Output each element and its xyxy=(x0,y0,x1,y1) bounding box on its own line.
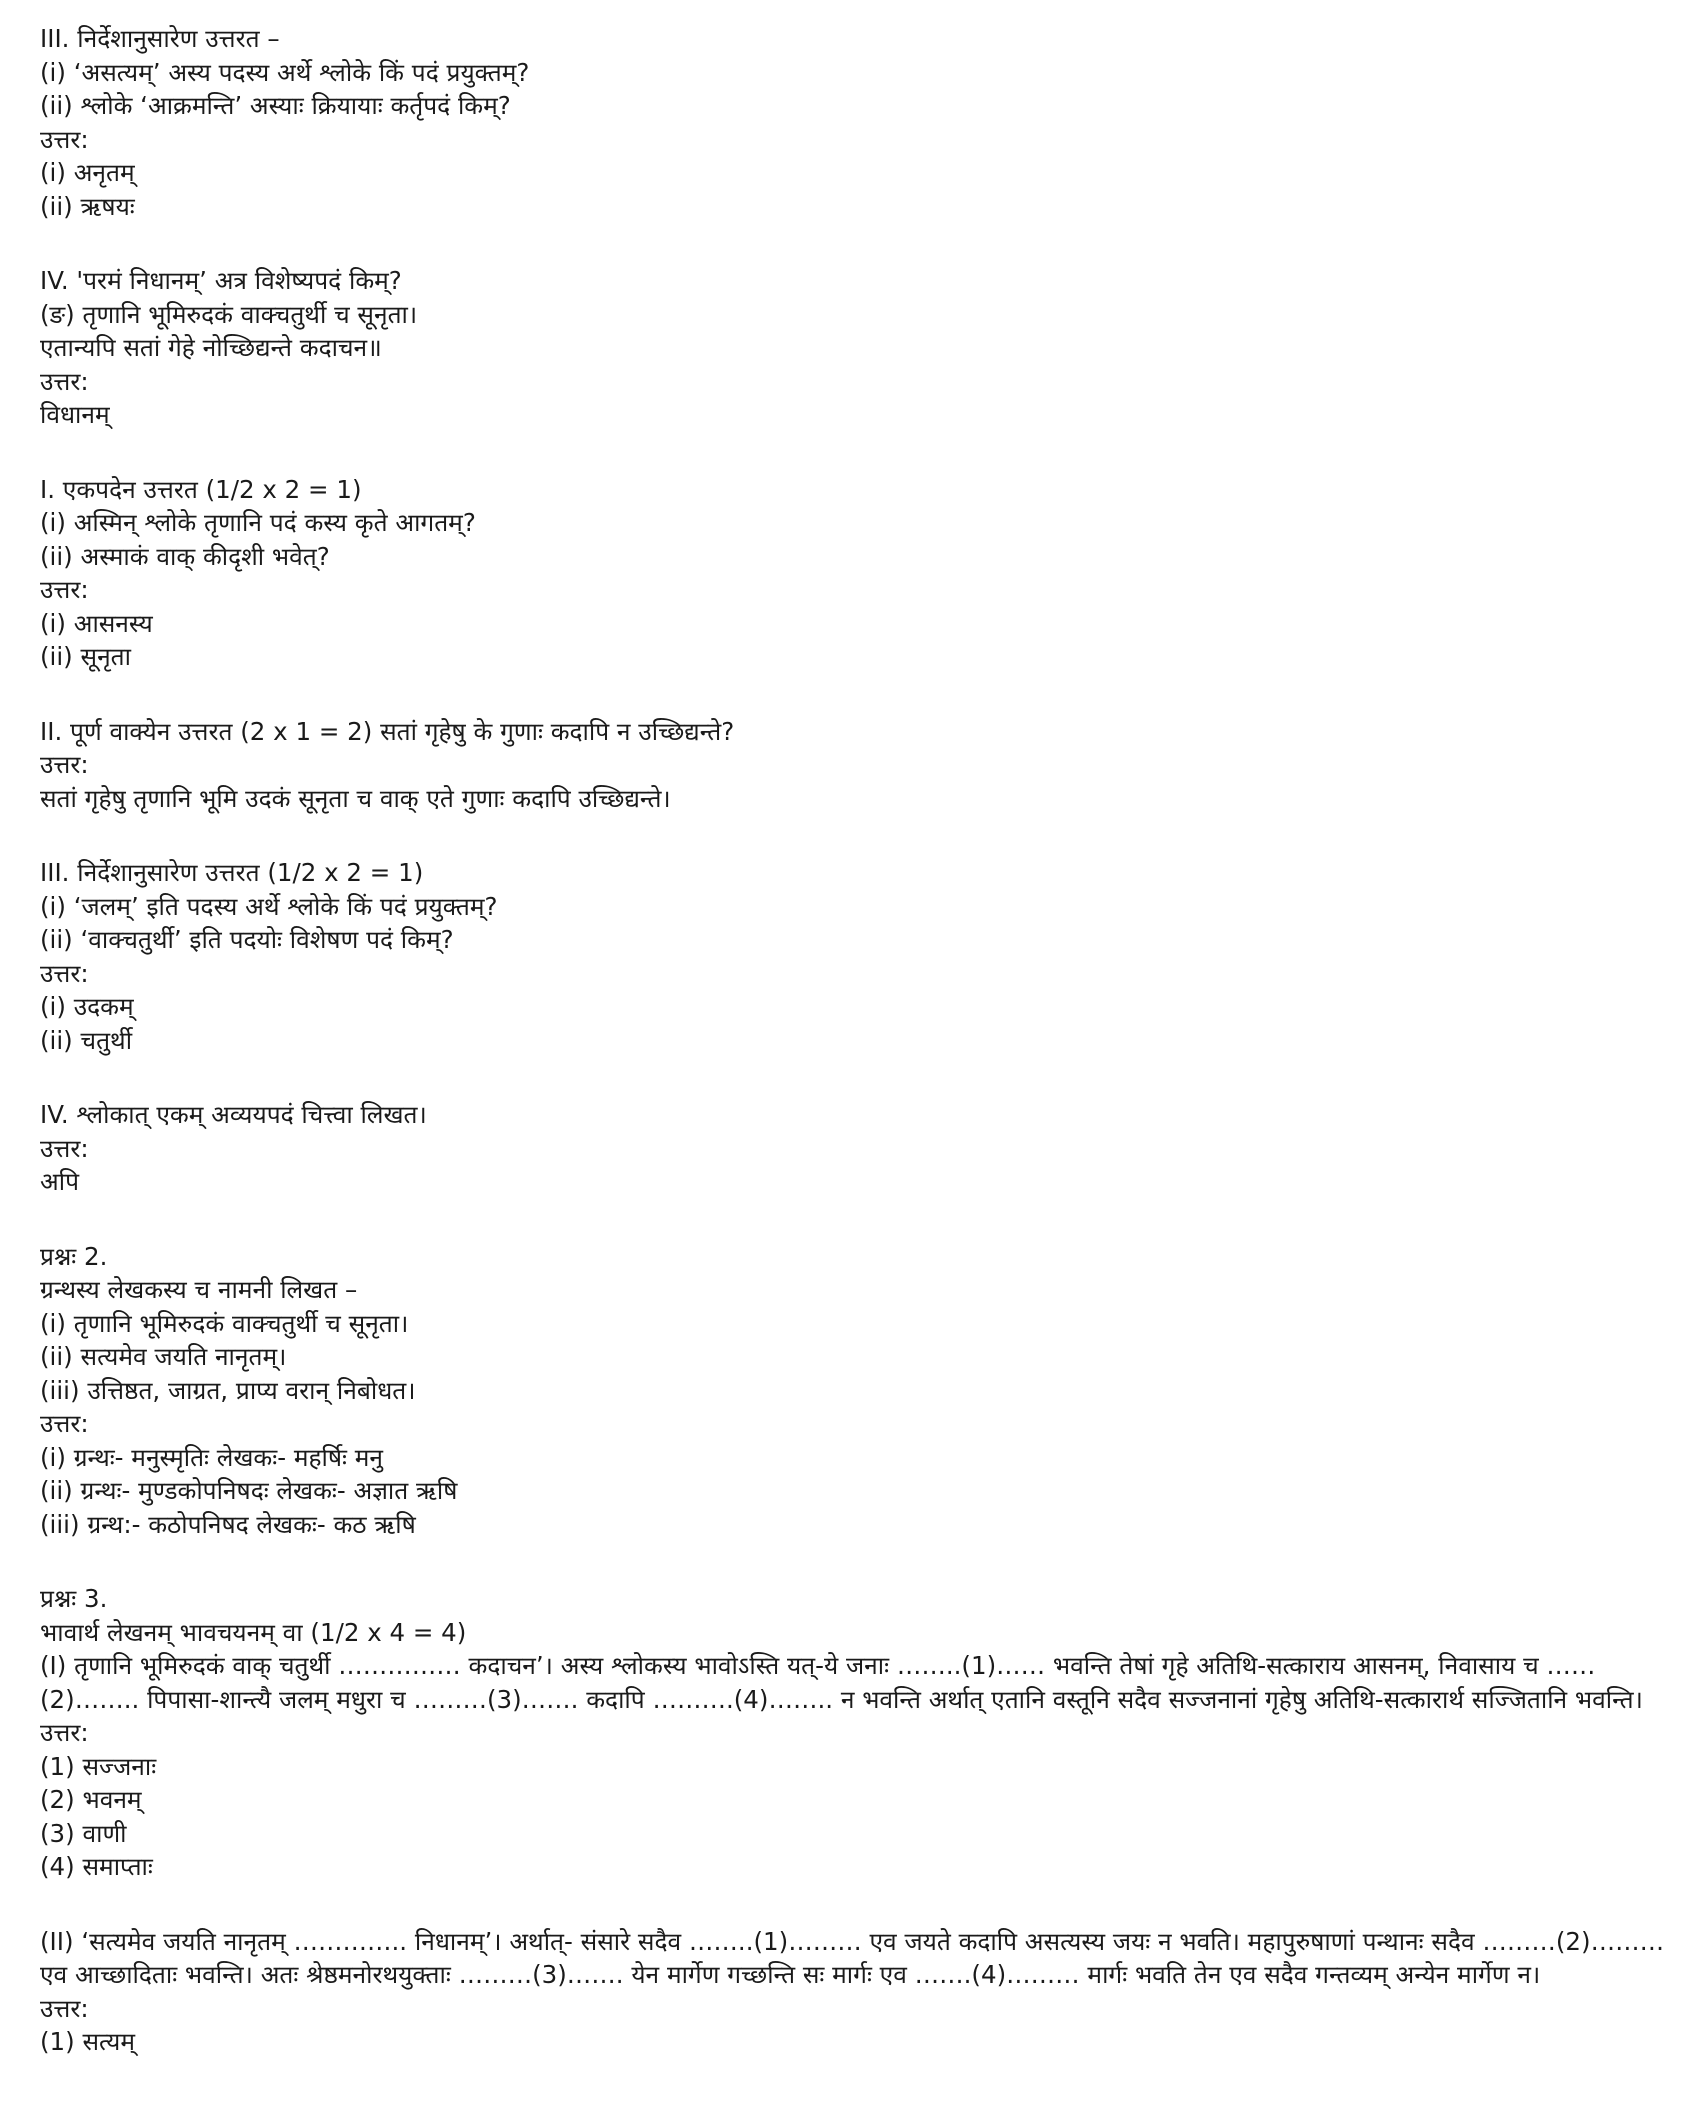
text-line: उत्तर: xyxy=(40,750,89,779)
block-spacer xyxy=(40,674,1670,715)
text-line: (i) तृणानि भूमिरुदकं वाक्चतुर्थी च सूनृता। xyxy=(40,1308,409,1338)
block-spacer xyxy=(40,815,1670,856)
text-line: (1) सज्जनाः xyxy=(40,1751,157,1781)
block-spacer xyxy=(40,1199,1670,1240)
text-line: उत्तर: xyxy=(40,575,89,604)
text-line: (I) तृणानि भूमिरुदकं वाक् चतुर्थी …………… कदाचन’। अस्य श्लोकस्य भावोऽस्ति यत्-ये जनाः ……..(1)…… भवन्ति तेषां गृहे अतिथि-सत्काराय आसनम्, निवासाय च ……(2)…….. पिपासा-शान्त्यै जलम् मधुरा च ………(3)……. कदापि ……….(4)…….. न भवन्ति अर्थात् एतानि वस्तूनि सदैव सज्जनानां गृहेषु अतिथि-सत्कारार्थ सज्जितानि भवन्ति। xyxy=(40,1651,1643,1714)
question-block xyxy=(40,715,1670,816)
text-line: उत्तर: xyxy=(40,1718,89,1747)
text-line: (ii) श्लोके ‘आक्रमन्ति’ अस्याः क्रियायाः कर्तृपदं किम्? xyxy=(40,91,511,120)
text-line: (i) अस्मिन् श्लोके तृणानि पदं कस्य कृते आगतम्? xyxy=(40,508,476,537)
text-line: (i) ‘असत्यम्’ अस्य पदस्य अर्थे श्लोके किं पदं प्रयुक्तम्? xyxy=(40,57,530,87)
question-block xyxy=(40,473,1670,674)
text-line: विधानम् xyxy=(40,400,110,429)
text-line: सतां गृहेषु तृणानि भूमि उदकं सूनृता च वाक् एते गुणाः कदापि उच्छिद्यन्ते। xyxy=(40,783,671,813)
text-line: (4) समाप्ताः xyxy=(40,1852,153,1881)
block-spacer xyxy=(40,1057,1670,1098)
text-line: उत्तर: xyxy=(40,124,89,154)
text-line: (ii) ‘वाक्चतुर्थी’ इति पदयोः विशेषण पदं किम्? xyxy=(40,925,454,954)
block-spacer xyxy=(40,1541,1670,1582)
text-line: (ii) चतुर्थी xyxy=(40,1025,133,1055)
text-line: उत्तर: xyxy=(40,366,89,396)
text-line: ग्रन्थस्य लेखकस्य च नामनी लिखत – xyxy=(40,1275,358,1304)
text-line: II. पूर्ण वाक्येन उत्तरत (2 x 1 = 2) सतां गृहेषु के गुणाः कदापि न उच्छिद्यन्ते? xyxy=(40,716,735,746)
text-line: III. निर्देशानुसारेण उत्तरत – xyxy=(40,24,280,53)
question-block xyxy=(40,1240,1670,1542)
text-line: (i) ग्रन्थः- मनुस्मृतिः लेखकः- महर्षिः मनु xyxy=(40,1442,383,1472)
text-line: उत्तर: xyxy=(40,958,89,988)
text-line: (iii) ग्रन्थ:- कठोपनिषद लेखकः- कठ ऋषि xyxy=(40,1509,416,1539)
text-line: (ii) सूनृता xyxy=(40,642,131,671)
text-line: (II) ‘सत्यमेव जयति नानृतम् ………….. निधानम्’। अर्थात्- संसारे सदैव ……..(1)……… एव जयते कदापि असत्यस्य जयः न भवति। महापुरुषाणां पन्थानः सदैव ………(2)……… एव आच्छादिताः भवन्ति। अतः श्रेष्ठमनोरथयुक्ताः ………(3)……. येन मार्गेण गच्छन्ति सः मार्गः एव …….(4)……… मार्गः भवति तेन एव सदैव गन्तव्यम् अन्येन मार्गेण न। xyxy=(40,1926,1665,1989)
text-line: उत्तर: xyxy=(40,1133,89,1163)
text-line: अपि xyxy=(40,1167,79,1196)
question-block xyxy=(40,22,1670,223)
text-line: (iii) उत्तिष्ठत, जाग्रत, प्राप्य वरान् निबोधत। xyxy=(40,1375,416,1405)
question-block xyxy=(40,1925,1670,2059)
block-spacer xyxy=(40,1884,1670,1925)
text-line: प्रश्नः 2. xyxy=(40,1241,108,1271)
question-block xyxy=(40,1098,1670,1199)
block-spacer xyxy=(40,223,1670,264)
text-line: (i) आसनस्य xyxy=(40,608,153,638)
question-block xyxy=(40,1582,1670,1884)
text-line: III. निर्देशानुसारेण उत्तरत (1/2 x 2 = 1) xyxy=(40,858,424,887)
text-line: (2) भवनम् xyxy=(40,1785,142,1814)
question-block xyxy=(40,264,1670,432)
question-block xyxy=(40,856,1670,1057)
text-line: (i) अनृतम् xyxy=(40,158,135,187)
text-line: (i) उदकम् xyxy=(40,992,134,1021)
text-line: (ii) ग्रन्थः- मुण्डकोपनिषदः लेखकः- अज्ञात ऋषि xyxy=(40,1476,458,1505)
text-line: उत्तर: xyxy=(40,1993,89,2023)
document-body xyxy=(40,22,1670,2059)
text-line: एतान्यपि सतां गेहे नोच्छिद्यन्ते कदाचन॥ xyxy=(40,333,382,362)
text-line: (3) वाणी xyxy=(40,1818,127,1848)
text-line: (i) ‘जलम्’ इति पदस्य अर्थे श्लोके किं पदं प्रयुक्तम्? xyxy=(40,891,498,921)
text-line: प्रश्नः 3. xyxy=(40,1584,108,1613)
text-line: (ii) अस्माकं वाक् कीदृशी भवेत्? xyxy=(40,541,330,571)
block-spacer xyxy=(40,432,1670,473)
text-line: (ङ) तृणानि भूमिरुदकं वाक्चतुर्थी च सूनृता। xyxy=(40,299,418,329)
text-line: (ii) सत्यमेव जयति नानृतम्। xyxy=(40,1342,287,1371)
text-line: उत्तर: xyxy=(40,1409,89,1438)
text-line: IV. श्लोकात् एकम् अव्ययपदं चित्त्वा लिखत। xyxy=(40,1100,427,1129)
text-line: IV. 'परमं निधानम्’ अत्र विशेष्यपदं किम्? xyxy=(40,266,402,295)
text-line: (ii) ऋषयः xyxy=(40,191,135,221)
text-line: (1) सत्यम् xyxy=(40,2027,136,2056)
text-line: भावार्थ लेखनम् भावचयनम् वा (1/2 x 4 = 4) xyxy=(40,1617,467,1647)
text-line: I. एकपदेन उत्तरत (1/2 x 2 = 1) xyxy=(40,474,362,504)
